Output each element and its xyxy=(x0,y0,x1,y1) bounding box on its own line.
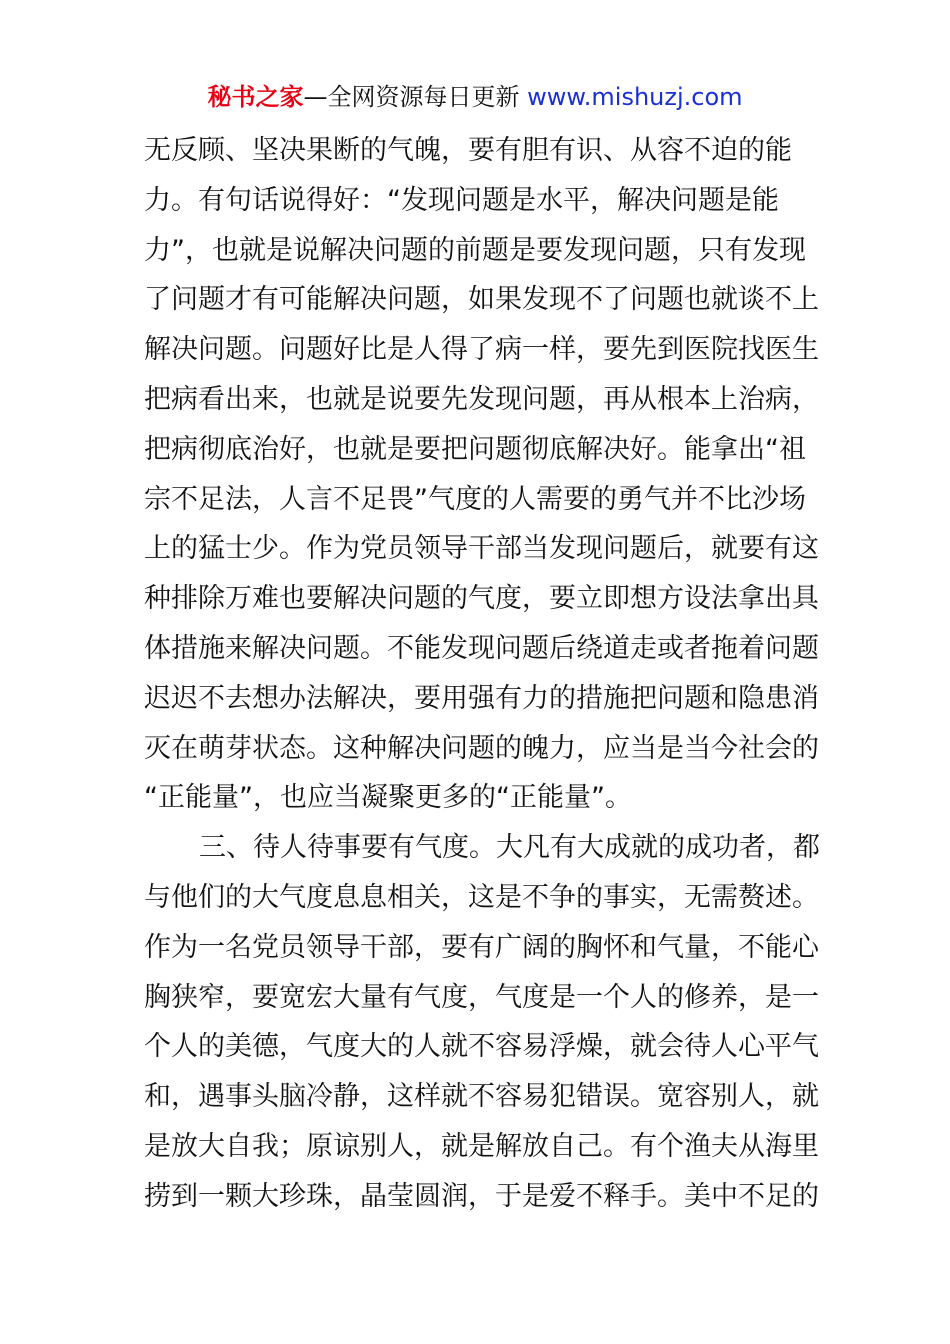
text-line: 了问题才有可能解决问题，如果发现不了问题也就谈不上 xyxy=(144,284,819,316)
paragraph-start-line: 三、待人待事要有气度。大凡有大成就的成功者，都 xyxy=(199,832,820,864)
text-line: 解决问题。问题好比是人得了病一样，要先到医院找医生 xyxy=(144,334,819,366)
text-line: 个人的美德，气度大的人就不容易浮燥，就会待人心平气 xyxy=(144,1031,819,1063)
text-line: 把病看出来，也就是说要先发现问题，再从根本上治病， xyxy=(144,383,819,415)
text-line: 种排除万难也要解决问题的气度，要立即想方设法拿出具 xyxy=(144,583,819,615)
text-line: 迟迟不去想办法解决，要用强有力的措施把问题和隐患消 xyxy=(144,682,819,714)
text-line: 是放大自我；原谅别人，就是解放自己。有个渔夫从海里 xyxy=(144,1130,819,1162)
text-line: 作为一名党员领导干部，要有广阔的胸怀和气量，不能心 xyxy=(144,931,819,963)
site-url-link[interactable]: www.mishuzj.com xyxy=(527,83,743,111)
text-line: 灭在萌芽状态。这种解决问题的魄力，应当是当今社会的 xyxy=(144,732,819,764)
document-body xyxy=(144,126,820,1222)
text-line: 与他们的大气度息息相关，这是不争的事实，无需赘述。 xyxy=(144,881,819,913)
text-line: “正能量”，也应当凝聚更多的“正能量”。 xyxy=(144,782,632,814)
site-brand: 秘书之家 xyxy=(207,83,304,111)
site-tagline: —全网资源每日更新 xyxy=(303,83,528,111)
text-line: 宗不足法，人言不足畏”气度的人需要的勇气并不比沙场 xyxy=(144,483,806,515)
text-line: 无反顾、坚决果断的气魄，要有胆有识、从容不迫的能 xyxy=(144,135,792,166)
text-line: 力”，也就是说解决问题的前题是要发现问题，只有发现 xyxy=(144,234,806,266)
text-line: 和，遇事头脑冷静，这样就不容易犯错误。宽容别人，就 xyxy=(144,1081,819,1113)
text-line: 体措施来解决问题。不能发现问题后绕道走或者拖着问题 xyxy=(144,632,819,664)
text-line: 胸狭窄，要宽宏大量有气度，气度是一个人的修养，是一 xyxy=(144,981,819,1013)
page-header xyxy=(0,80,950,114)
text-line: 捞到一颗大珍珠，晶莹圆润，于是爱不释手。美中不足的 xyxy=(144,1180,819,1212)
text-line: 上的猛士少。作为党员领导干部当发现问题后，就要有这 xyxy=(144,533,819,565)
text-line: 力。有句话说得好：“发现问题是水平，解决问题是能 xyxy=(144,184,779,216)
text-line: 把病彻底治好，也就是要把问题彻底解决好。能拿出“祖 xyxy=(144,433,806,465)
